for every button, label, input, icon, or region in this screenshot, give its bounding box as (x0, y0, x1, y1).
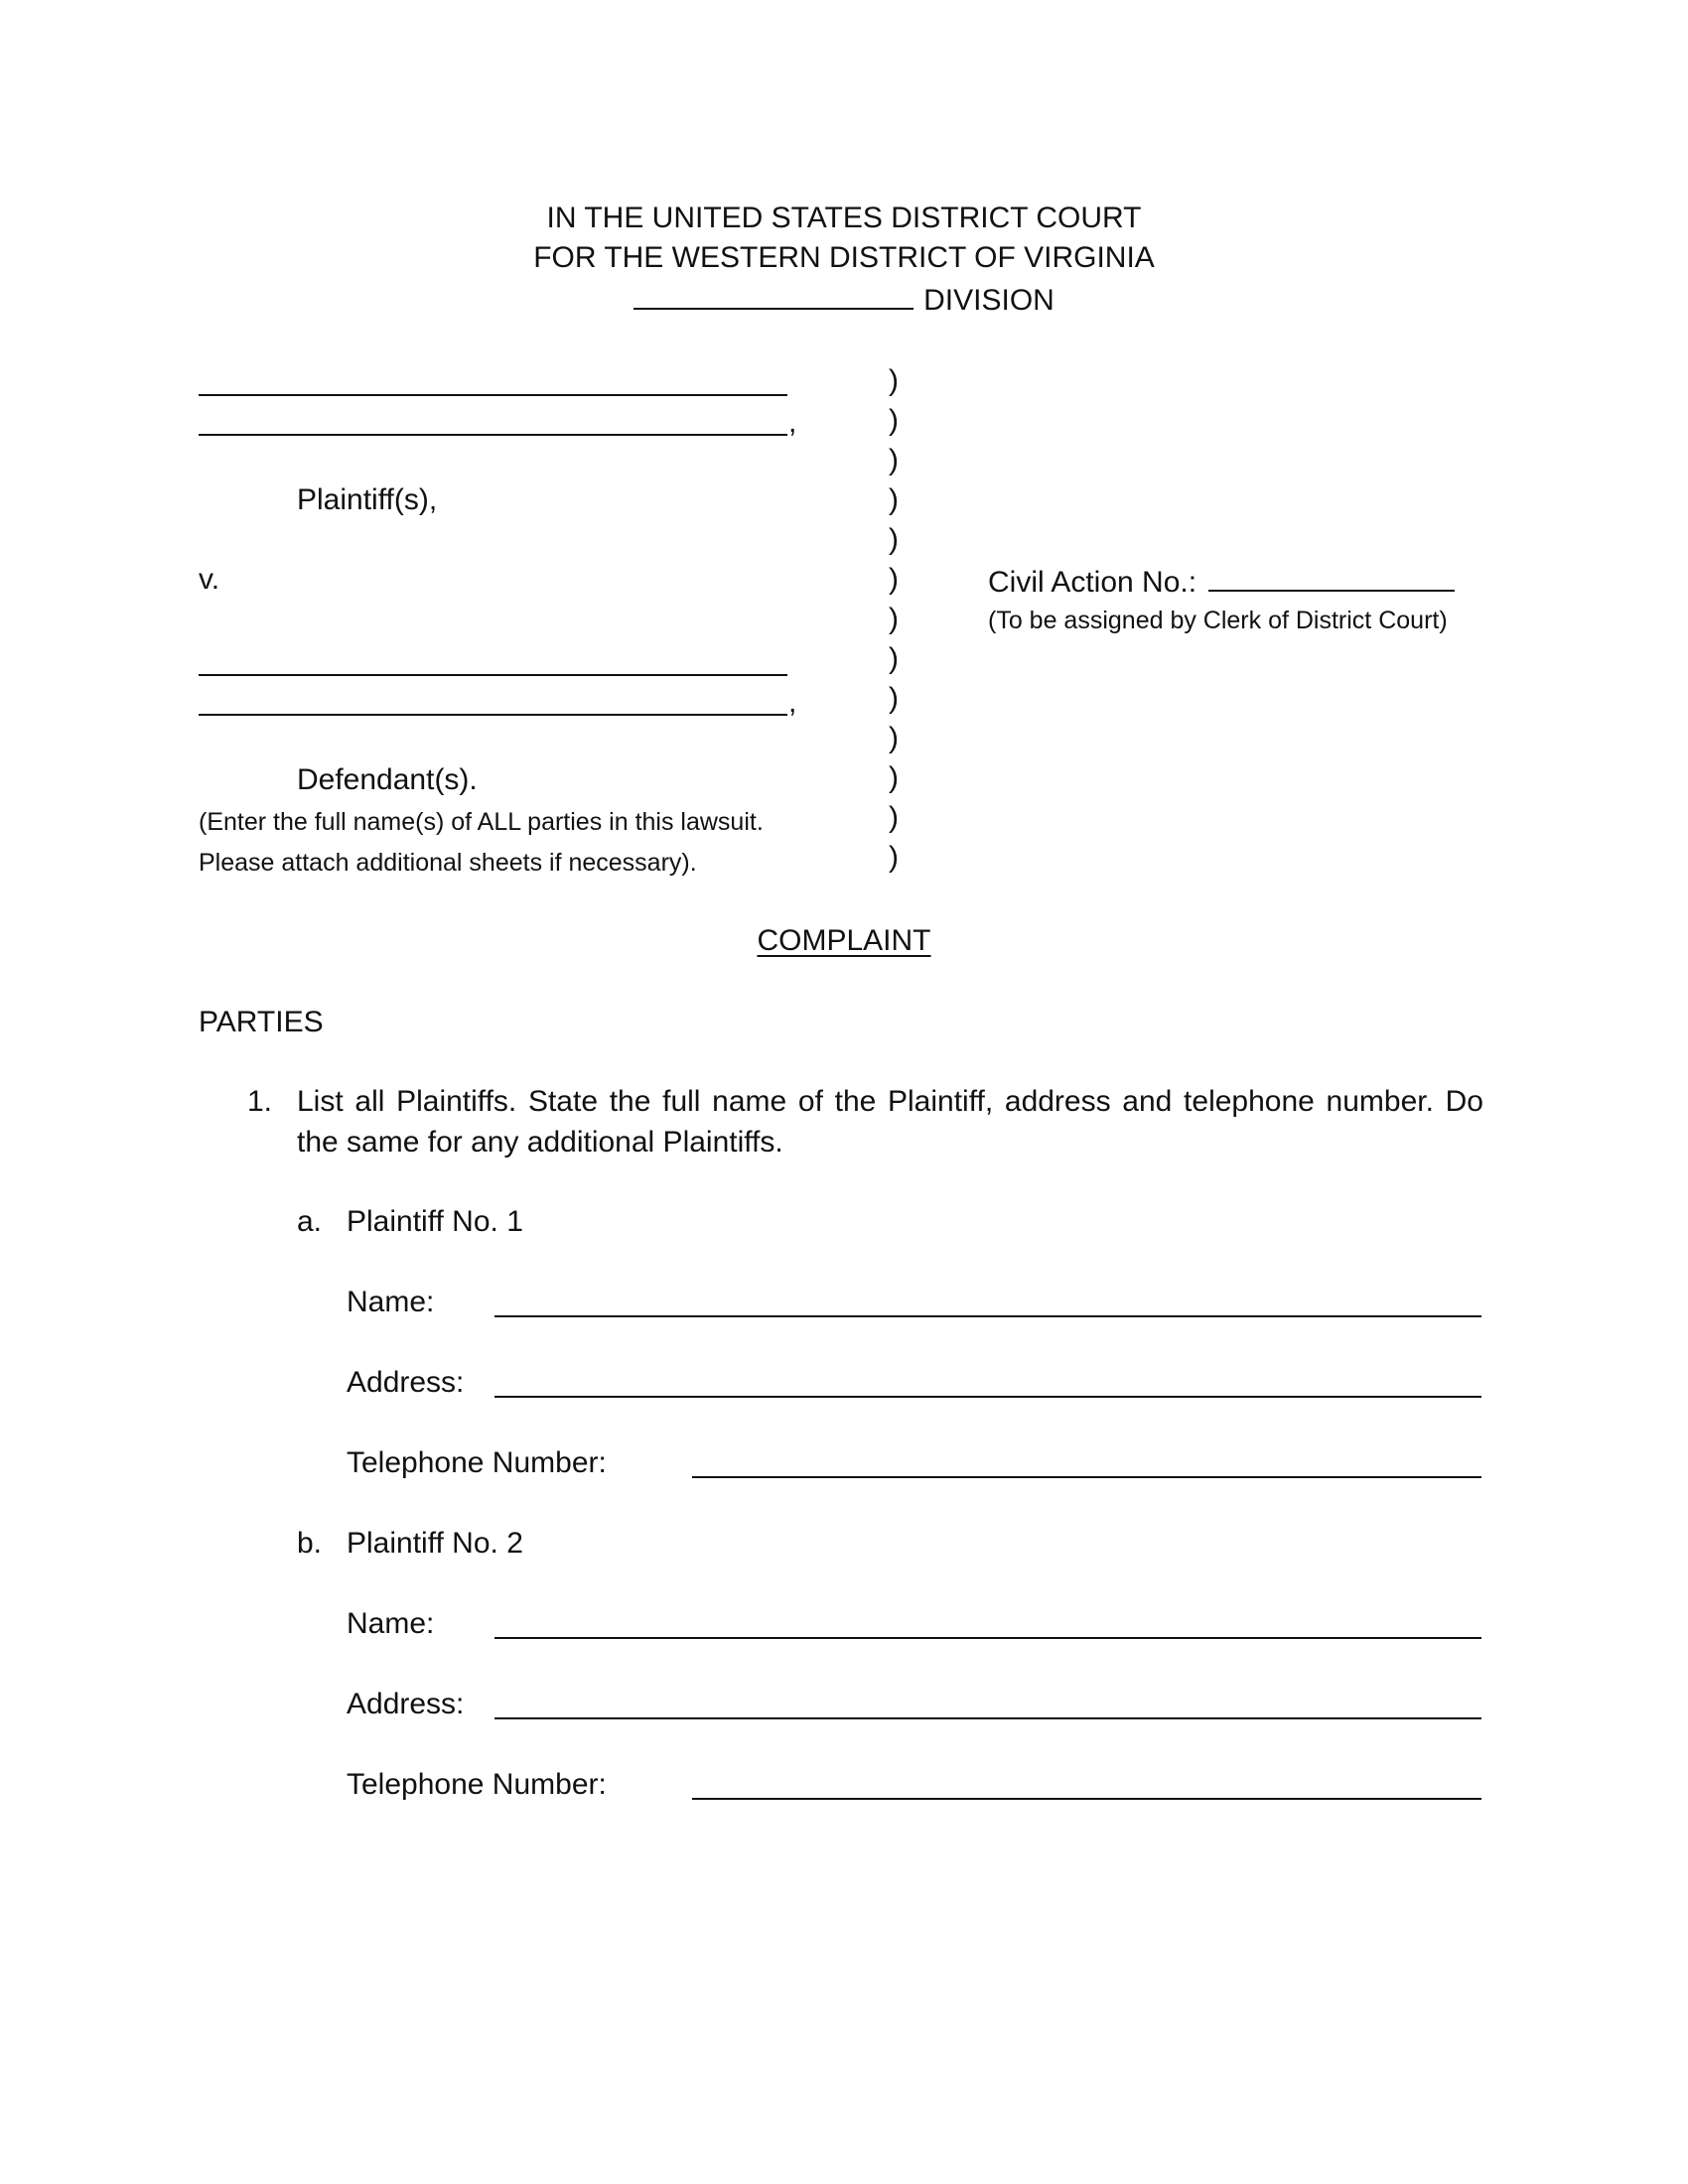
caption-paren: ) (889, 563, 899, 596)
plaintiff-name-blank-2[interactable] (199, 434, 787, 436)
plaintiff-letter: b. (297, 1527, 323, 1560)
versus-label: v. (199, 563, 220, 596)
plaintiff-2-telephone-field[interactable] (692, 1798, 1481, 1800)
caption-paren: ) (889, 603, 899, 635)
paragraph-text: List all Plaintiffs. State the full name of the Plaintiff, address and telephone number. Do the same for any additional Plaintiffs. (297, 1085, 1483, 1159)
division-blank[interactable] (633, 280, 914, 310)
plaintiff-1-telephone-field[interactable] (692, 1476, 1481, 1478)
telephone-label: Telephone Number: (347, 1768, 607, 1801)
address-label: Address: (347, 1366, 465, 1399)
caption-paren: ) (889, 483, 899, 516)
parties-instruction-line2: Please attach additional sheets if necessary). (199, 849, 697, 877)
plaintiff-name-blank-1[interactable] (199, 394, 787, 396)
defendant-comma: , (788, 686, 797, 719)
caption-paren: ) (889, 841, 899, 874)
caption-paren: ) (889, 444, 899, 477)
plaintiff-heading: Plaintiff No. 1 (347, 1205, 523, 1238)
plaintiff-comma: , (788, 406, 797, 439)
document-title (0, 923, 1688, 959)
caption-paren: ) (889, 364, 899, 397)
address-label: Address: (347, 1688, 465, 1720)
defendant-name-blank-2[interactable] (199, 714, 787, 716)
plaintiff-1-address-field[interactable] (494, 1396, 1481, 1398)
plaintiffs-label: Plaintiff(s), (297, 483, 438, 516)
civil-action-line (988, 562, 1455, 601)
defendant-name-blank-1[interactable] (199, 674, 787, 676)
plaintiff-1-name-field[interactable] (494, 1315, 1481, 1317)
division-label: DIVISION (923, 284, 1055, 317)
caption-paren: ) (889, 682, 899, 715)
complaint-title: COMPLAINT (757, 924, 931, 957)
caption-paren: ) (889, 523, 899, 556)
paragraph-number: 1. (247, 1085, 273, 1118)
court-heading-line1: IN THE UNITED STATES DISTRICT COURT (546, 202, 1142, 234)
caption-paren: ) (889, 642, 899, 675)
defendants-label: Defendant(s). (297, 763, 478, 796)
telephone-label: Telephone Number: (347, 1446, 607, 1479)
plaintiff-heading: Plaintiff No. 2 (347, 1527, 523, 1560)
civil-action-label: Civil Action No.: (988, 566, 1197, 599)
plaintiff-2-name-field[interactable] (494, 1637, 1481, 1639)
civil-action-note: (To be assigned by Clerk of District Court) (988, 607, 1448, 634)
name-label: Name: (347, 1607, 435, 1640)
parties-instruction-line1: (Enter the full name(s) of ALL parties in this lawsuit. (199, 808, 764, 836)
name-label: Name: (347, 1286, 435, 1318)
caption-paren: ) (889, 404, 899, 437)
civil-action-number-blank[interactable] (1208, 562, 1455, 592)
caption-paren: ) (889, 801, 899, 834)
caption-paren: ) (889, 761, 899, 794)
plaintiff-2-address-field[interactable] (494, 1717, 1481, 1719)
section-heading: PARTIES (199, 1006, 324, 1038)
court-heading-line2: FOR THE WESTERN DISTRICT OF VIRGINIA (533, 241, 1155, 274)
caption-paren: ) (889, 722, 899, 754)
division-line (0, 280, 1688, 319)
plaintiff-letter: a. (297, 1205, 323, 1238)
